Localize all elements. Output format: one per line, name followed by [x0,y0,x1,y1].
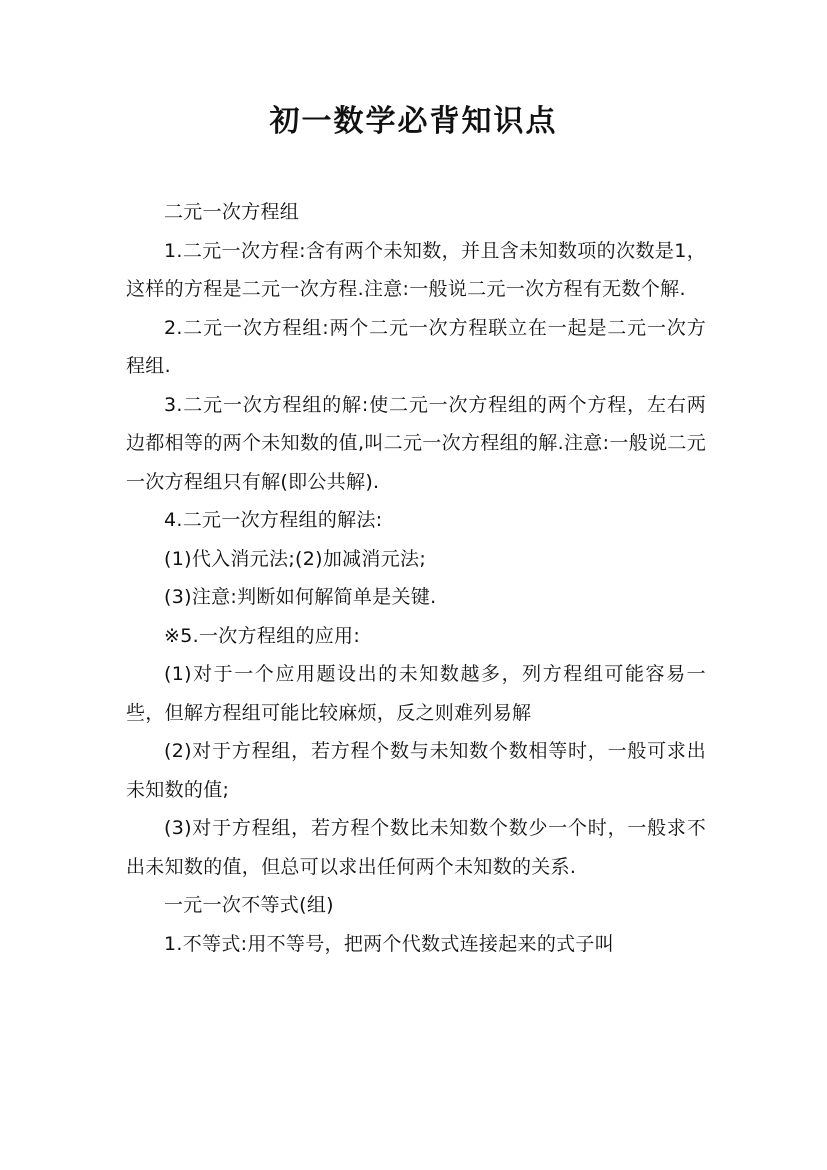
document-body [126,193,706,963]
paragraph-definition-equation: 1.二元一次方程:含有两个未知数，并且含未知数项的次数是1，这样的方程是二元一次方程.注意:一般说二元一次方程有无数个解. [126,239,706,300]
paragraph-application-3: (3)对于方程组，若方程个数比未知数个数少一个时，一般求不出未知数的值，但总可以求出任何两个未知数的关系. [126,817,706,878]
paragraph-solving-methods: 4.二元一次方程组的解法: [164,509,383,531]
paragraph-methods-note: (3)注意:判断如何解简单是关键. [164,586,437,608]
section-heading-linear-inequality: 一元一次不等式(组) [164,894,334,916]
paragraph-applications: ※5.一次方程组的应用: [164,624,361,647]
document-title: 初一数学必背知识点 [269,104,558,139]
paragraph-application-2: (2)对于方程组，若方程个数与未知数个数相等时，一般可求出未知数的值; [126,740,706,801]
paragraph-definition-inequality: 1.不等式:用不等号，把两个代数式连接起来的式子叫 [164,932,615,955]
paragraph-definition-solution: 3.二元一次方程组的解:使二元一次方程组的两个方程，左右两边都相等的两个未知数的值,叫二元一次方程组的解.注意:一般说二元一次方程组只有解(即公共解). [126,393,706,493]
paragraph-application-1: (1)对于一个应用题设出的未知数越多，列方程组可能容易一些，但解方程组可能比较麻烦，反之则难列易解 [126,663,706,724]
paragraph-methods-list: (1)代入消元法;(2)加减消元法; [164,547,427,570]
section-heading-linear-equation-system: 二元一次方程组 [164,201,300,223]
paragraph-definition-system: 2.二元一次方程组:两个二元一次方程联立在一起是二元一次方程组. [126,316,706,377]
